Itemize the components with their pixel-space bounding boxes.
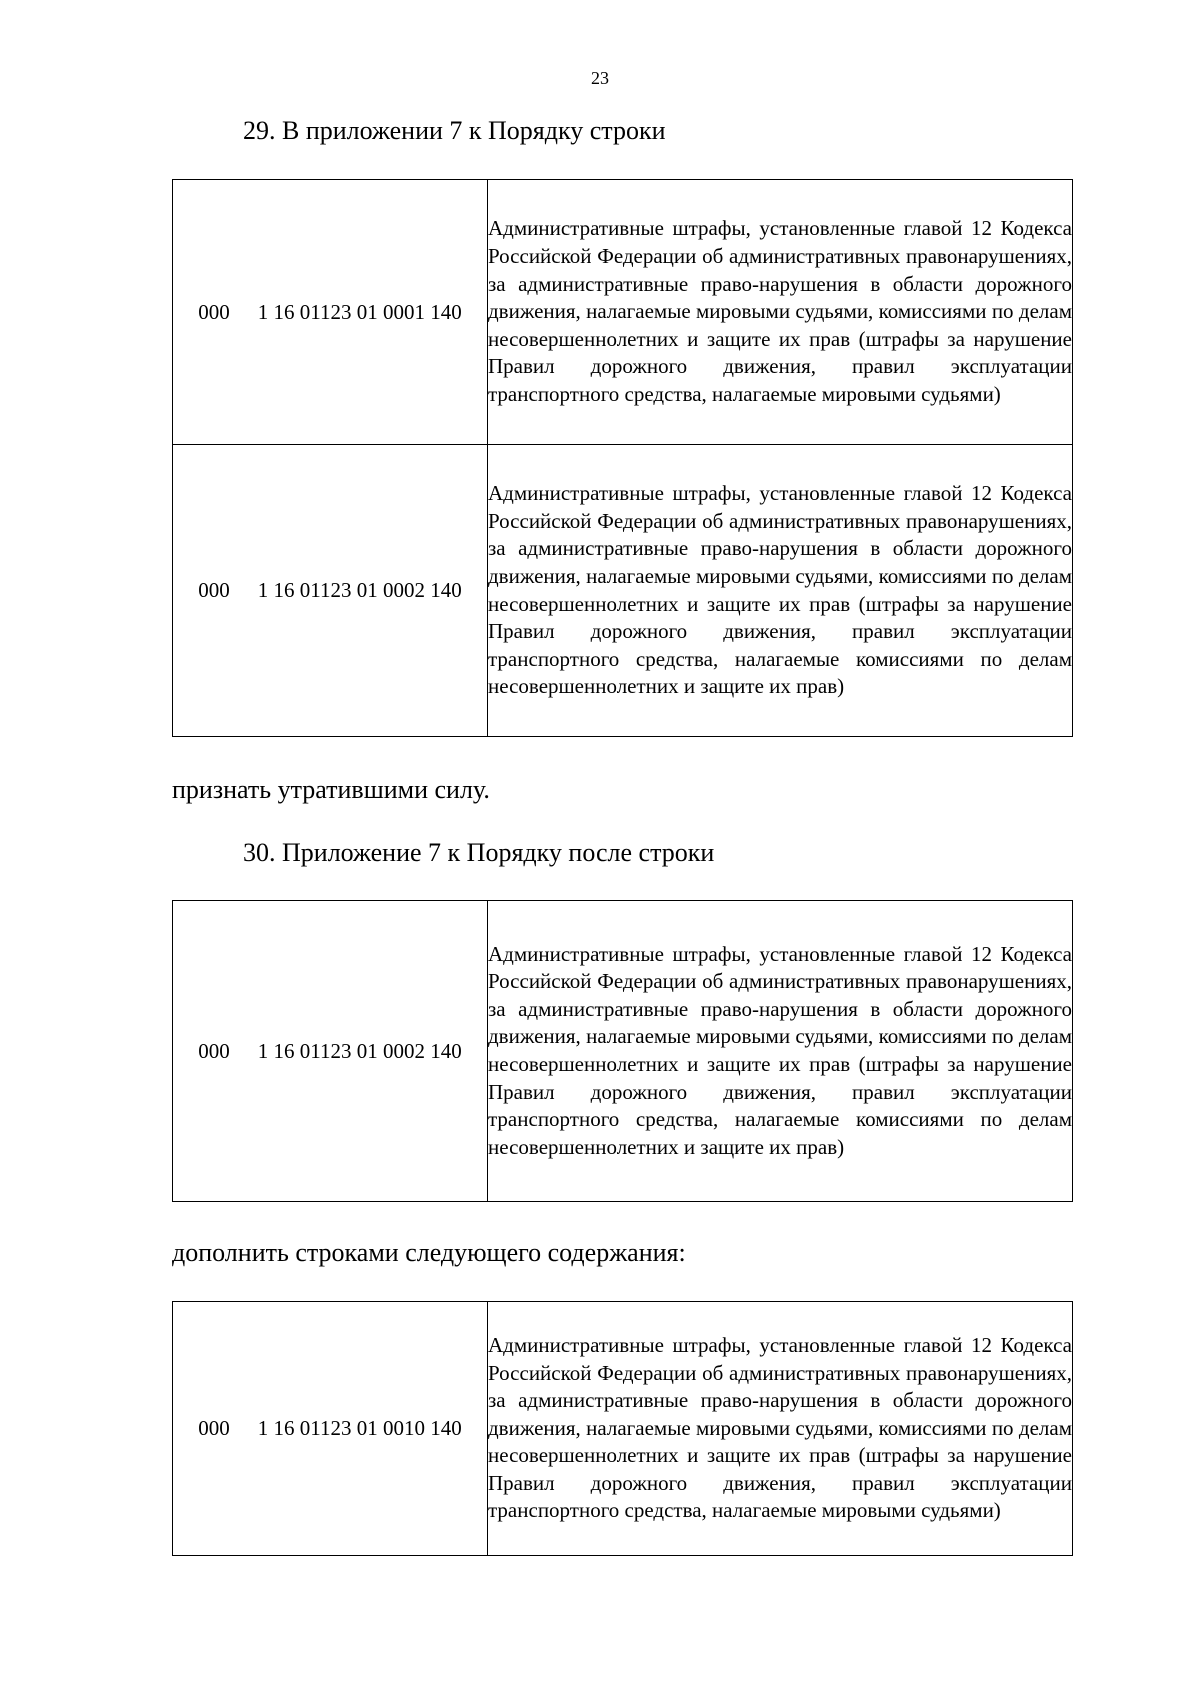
item-29-conclusion: признать утратившими силу. — [172, 775, 490, 804]
description-cell — [488, 901, 1073, 1202]
code-prefix: 000 — [198, 299, 230, 324]
table-row — [173, 901, 1073, 1202]
item-29-table — [172, 179, 1073, 737]
item-30-table — [172, 900, 1073, 1202]
item-30-heading: 30. Приложение 7 к Порядку после строки — [243, 838, 715, 867]
description-cell — [488, 180, 1073, 445]
classification-code: 1 16 01123 01 0001 140 — [257, 299, 462, 324]
code-prefix: 000 — [198, 1038, 230, 1063]
code-cell — [173, 445, 488, 737]
code-cell — [173, 180, 488, 445]
code-prefix: 000 — [198, 578, 230, 602]
classification-code: 1 16 01123 01 0010 140 — [257, 1416, 462, 1440]
page-number: 23 — [591, 68, 609, 88]
code-cell — [173, 901, 488, 1202]
code-cell — [173, 1302, 488, 1556]
table-row — [173, 1302, 1073, 1556]
row-description: Административные штрафы, установленные главой 12 Кодекса Российской Федерации об административных правонарушениях, за административные право-нарушения в области дорожного движения, налагаемые мировыми судьями, комиссиями по делам несовершеннолетних и защите их прав (штрафы за нарушение Правил дорожного движения, правил эксплуатации транспортного средства, налагаемые комиссиями по делам несовершеннолетних и защите их прав) — [488, 481, 1072, 699]
item-30-conclusion: дополнить строками следующего содержания: — [172, 1238, 686, 1267]
classification-code: 1 16 01123 01 0002 140 — [257, 578, 462, 602]
item-29-heading: 29. В приложении 7 к Порядку строки — [243, 116, 666, 145]
row-description: Административные штрафы, установленные главой 12 Кодекса Российской Федерации об административных правонарушениях, за административные право-нарушения в области дорожного движения, налагаемые мировыми судьями, комиссиями по делам несовершеннолетних и защите их прав (штрафы за нарушение Правил дорожного движения, правил эксплуатации транспортного средства, налагаемые мировыми судьями) — [488, 1332, 1072, 1523]
item-30-new-rows-table — [172, 1301, 1073, 1556]
row-description: Административные штрафы, установленные главой 12 Кодекса Российской Федерации об административных правонарушениях, за административные право-нарушения в области дорожного движения, налагаемые мировыми судьями, комиссиями по делам несовершеннолетних и защите их прав (штрафы за нарушение Правил дорожного движения, правил эксплуатации транспортного средства, налагаемые мировыми судьями) — [488, 216, 1072, 406]
row-description: Административные штрафы, установленные главой 12 Кодекса Российской Федерации об административных правонарушениях, за административные право-нарушения в области дорожного движения, налагаемые мировыми судьями, комиссиями по делам несовершеннолетних и защите их прав (штрафы за нарушение Правил дорожного движения, правил эксплуатации транспортного средства, налагаемые комиссиями по делам несовершеннолетних и защите их прав) — [488, 941, 1072, 1159]
classification-code: 1 16 01123 01 0002 140 — [257, 1038, 462, 1063]
description-cell — [488, 1302, 1073, 1556]
table-row — [173, 180, 1073, 445]
description-cell — [488, 445, 1073, 737]
table-row — [173, 445, 1073, 737]
code-prefix: 000 — [198, 1416, 230, 1440]
